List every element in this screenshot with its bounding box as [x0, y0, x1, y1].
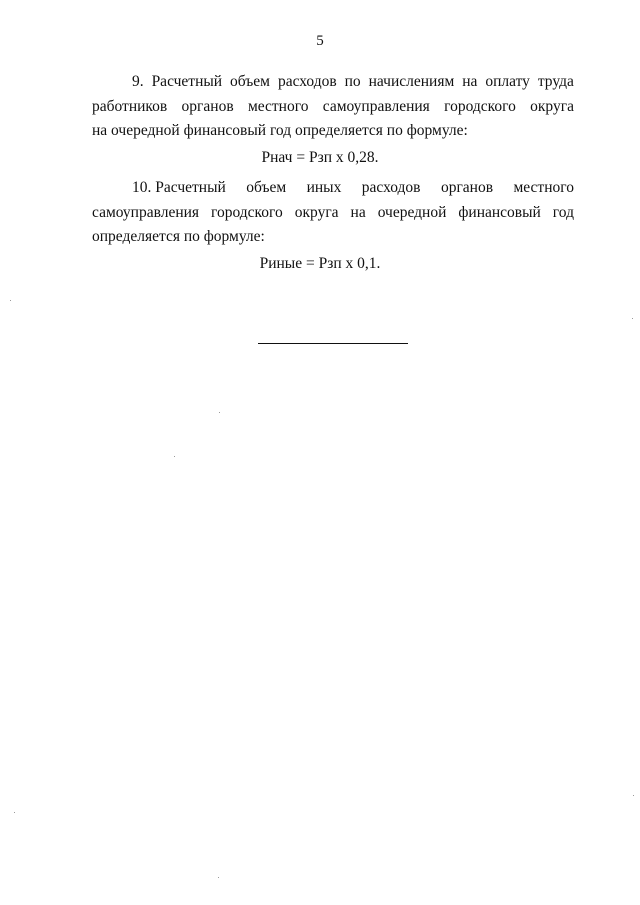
word: труда — [537, 73, 574, 90]
paragraph-9-line-2 — [92, 95, 574, 120]
scan-speck — [219, 412, 220, 413]
word: округа — [294, 203, 339, 221]
word: начислениям — [368, 73, 455, 90]
word: местного — [513, 179, 574, 196]
paragraph-10 — [92, 176, 574, 250]
scan-speck — [632, 318, 633, 319]
word: на — [462, 73, 478, 90]
scan-speck — [10, 300, 11, 301]
word: иных — [306, 179, 342, 196]
word: 10. Расчетный — [132, 179, 226, 196]
word: на — [350, 203, 366, 221]
paragraph-10-line-3: определяется по формуле: — [92, 228, 265, 245]
scan-speck — [633, 795, 634, 796]
formula-rnach: Рнач = Рзп x 0,28. — [261, 149, 379, 166]
paragraph-9-line-1 — [92, 70, 574, 95]
paragraph-10-line-2 — [92, 201, 574, 226]
word: расходов — [277, 73, 337, 90]
word: очередной — [377, 203, 447, 221]
scan-speck — [14, 812, 15, 813]
formula-rinye: Риные = Рзп x 0,1. — [259, 255, 381, 272]
page-number: 5 — [316, 33, 324, 49]
paragraph-10-line-1 — [92, 176, 574, 201]
scan-speck — [218, 877, 219, 878]
word: оплату — [485, 73, 530, 90]
word: городского — [444, 97, 516, 115]
word: объем — [246, 179, 287, 196]
word: по — [344, 73, 361, 90]
word: округа — [530, 97, 574, 115]
word: Расчетный — [151, 73, 223, 90]
word: год — [552, 203, 574, 221]
word: органов — [181, 97, 234, 115]
word: городского — [211, 203, 283, 221]
paragraph-9-line-3: на очередной финансовый год определяется по формуле: — [92, 122, 468, 139]
word: органов — [440, 179, 494, 196]
word: самоуправления — [322, 97, 430, 115]
word: 9. — [132, 73, 144, 90]
closing-rule — [258, 343, 408, 344]
scan-speck — [174, 456, 175, 457]
word: объем — [230, 73, 270, 90]
word: самоуправления — [92, 203, 200, 221]
word: расходов — [361, 179, 421, 196]
paragraph-9 — [92, 70, 574, 144]
word: местного — [247, 97, 309, 115]
word: работников — [92, 97, 168, 115]
word: финансовый — [458, 203, 541, 221]
